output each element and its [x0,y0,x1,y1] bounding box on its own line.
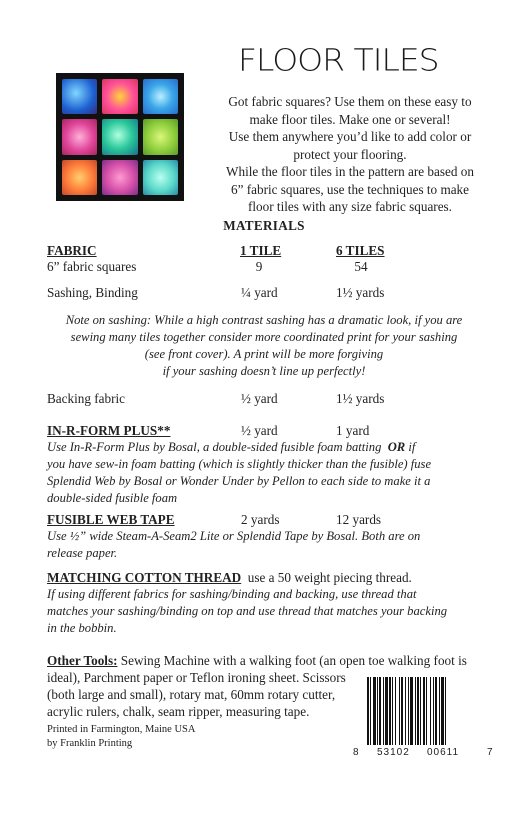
barcode-bar [445,677,446,745]
thread-description [47,586,497,637]
inrform-6-tiles: 1 yard [336,423,370,438]
barcode-bar [408,677,409,745]
barcode-bar [401,677,403,745]
fabric-heading: FABRIC [47,243,97,258]
fabric-square [143,79,178,114]
inrform-line: you have sew-in foam batting (which is slightly thicker than the fusible) fuse [47,457,432,471]
sashing-binding-6-tiles: 1½ yards [336,285,385,300]
fabric-square [62,79,97,114]
upc-barcode [353,677,493,758]
inrform-or: OR [387,440,406,454]
fabric-square [102,160,137,195]
intro-paragraph [190,93,510,216]
barcode-digit-check: 7 [487,747,493,758]
barcode-bar [399,677,400,745]
tools-heading: Other Tools: [47,653,118,668]
barcode-digits-right: 00611 [427,747,460,758]
barcode-bar [379,677,381,745]
barcode-bar [410,677,413,745]
barcode-bar [383,677,384,745]
col-6-tiles-heading: 6 TILES [336,243,385,258]
fabric-square [143,160,178,195]
inrform-line: Use In-R-Form Plus by Bosal, a double-sided fusible foam batting [47,440,382,454]
printed-line: by Franklin Printing [47,738,133,749]
col-1-tile-heading: 1 TILE [240,243,282,258]
barcode-bar [385,677,388,745]
webtape-description [47,528,487,562]
inrform-description [47,439,487,507]
webtape-6-tiles: 12 yards [336,512,382,527]
tools-line: ideal), Parchment paper or Teflon ironing sheet. Scissors [47,670,346,685]
barcode-digits-middle: 53102 [377,747,410,758]
sashing-binding-1-tile: ¼ yard [241,285,278,300]
fabric-square [102,119,137,154]
intro-line: protect your flooring. [293,146,407,162]
barcode-bar [441,677,444,745]
note-line: Note on sashing: While a high contrast sashing has a dramatic look, if you are [65,313,463,327]
barcode-bar [395,677,396,745]
fabric-square [62,160,97,195]
materials-heading: MATERIALS [223,218,305,233]
webtape-line: release paper. [47,546,118,560]
fabric-squares-label: 6” fabric squares [47,259,137,274]
sashing-note [30,312,498,380]
fabric-square [143,119,178,154]
barcode-bar [370,677,371,745]
backing-1-tile: ½ yard [241,391,278,406]
note-line: sewing many tiles together consider more coordinated print for your sashing [70,330,458,344]
barcode-bar [415,677,416,745]
sashing-binding-label: Sashing, Binding [47,285,138,300]
intro-line: floor tiles with any size fabric squares. [248,199,452,214]
backing-6-tiles: 1½ yards [336,391,385,406]
tools-line: acrylic rulers, chalk, seam ripper, measuring tape. [47,704,310,719]
thread-line: If using different fabrics for sashing/binding and backing, use thread that [47,587,417,601]
fabric-squares-1-tile: 9 [255,259,263,274]
barcode-bar [373,677,376,745]
fabric-squares-6-tiles: 54 [354,259,368,274]
intro-line: Use them anywhere you’d like to add color or [228,129,472,144]
barcode-bar [435,677,437,745]
webtape-line: Use ½” wide Steam-A-Seam2 Lite or Splendid Tape by Bosal. Both are on [47,529,421,543]
fabric-square [102,79,137,114]
inrform-line: Splendid Web by Bosal or Wonder Under by Pellon to each side to make it a [47,474,431,488]
thread-line: in the bobbin. [47,621,117,635]
barcode-digit-left: 8 [353,747,359,758]
webtape-1-tile: 2 yards [241,512,280,527]
inrform-heading: IN-R-FORM PLUS** [47,423,171,438]
barcode-bar [430,677,431,745]
backing-fabric-label: Backing fabric [47,391,125,406]
webtape-heading: FUSIBLE WEB TAPE [47,512,175,527]
barcode-bar [439,677,440,745]
barcode-bar [405,677,406,745]
page-title: FLOOR TILES [238,42,439,78]
barcode-bar [389,677,391,745]
printed-info [47,723,195,751]
thread-line: matches your sashing/binding on top and use thread that matches your backing [47,604,448,618]
barcode-bar [433,677,434,745]
intro-line: 6” fabric squares, use the techniques to make [230,181,470,197]
inrform-line: if [408,440,416,454]
intro-line: make floor tiles. Make one or several! [249,111,451,127]
barcode-bars [365,677,483,745]
barcode-bar [377,677,378,745]
thread-heading: MATCHING COTTON THREAD [47,570,242,585]
barcode-bar [417,677,419,745]
barcode-bar [392,677,393,745]
barcode-bar [423,677,425,745]
thread-text: use a 50 weight piecing thread. [247,570,412,585]
inrform-line: double-sided fusible foam [47,491,178,505]
fabric-square [62,119,97,154]
floor-tile-image [56,73,184,201]
thread-row [47,570,412,586]
barcode-bar [420,677,421,745]
intro-line: Got fabric squares? Use them on these easy to [228,94,472,109]
barcode-bar [367,677,369,745]
inrform-1-tile: ½ yard [241,423,278,438]
note-line: (see front cover). A print will be more forgiving [144,347,384,361]
barcode-bar [426,677,427,745]
tools-line: Sewing Machine with a walking foot (an open toe walking foot is [120,653,467,668]
note-line: if your sashing doesn’t line up perfectly! [162,364,366,378]
intro-line: While the floor tiles in the pattern are based on [226,164,474,179]
printed-line: Printed in Farmington, Maine USA [47,724,196,735]
tools-line: (both large and small), rotary mat, 60mm rotary cutter, [47,687,336,702]
